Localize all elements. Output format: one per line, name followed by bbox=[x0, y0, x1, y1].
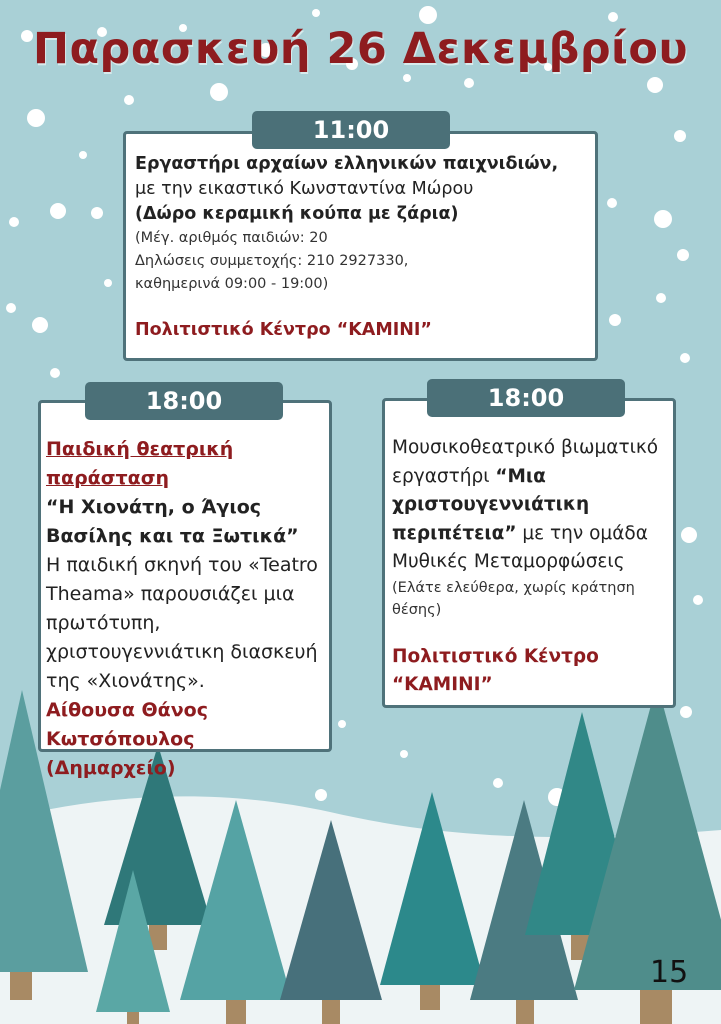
snowflake-dot bbox=[79, 151, 87, 159]
snowflake-dot bbox=[654, 210, 672, 228]
snowflake-dot bbox=[124, 95, 134, 105]
time-badge-1800-right: 18:00 bbox=[427, 379, 625, 417]
snowflake-dot bbox=[607, 198, 617, 208]
workshop-note: (Ελάτε ελεύθερα, χωρίς κράτηση θέσης) bbox=[392, 579, 635, 618]
event-description: Η παιδική σκηνή του «Teatro Theama» παρουσιάζει μια πρωτότυπη, χριστουγεννιάτικη διασκευή της «Χιονάτης». bbox=[46, 554, 318, 692]
event-host: με την εικαστικό Κωνσταντίνα Μώρου bbox=[135, 179, 474, 199]
snowflake-dot bbox=[681, 527, 697, 543]
snowflake-dot bbox=[608, 12, 618, 22]
snowflake-dot bbox=[104, 279, 112, 287]
snowflake-dot bbox=[647, 77, 663, 93]
workshop-title: εργαστήρι “Μια χριστουγεννιάτικη περιπέτεια” με την ομάδα bbox=[392, 465, 648, 544]
event-capacity: (Μέγ. αριθμός παιδιών: 20 bbox=[135, 230, 328, 246]
snowflake-dot bbox=[680, 353, 690, 363]
snowflake-dot bbox=[677, 249, 689, 261]
snowflake-dot bbox=[6, 303, 16, 313]
snowflake-dot bbox=[403, 74, 411, 82]
snowflake-dot bbox=[419, 6, 437, 24]
snowflake-dot bbox=[27, 109, 45, 127]
time-badge-1100: 11:00 bbox=[252, 111, 450, 149]
snowflake-dot bbox=[50, 368, 60, 378]
page-title: Παρασκευή 26 Δεκεμβρίου bbox=[33, 24, 688, 74]
event-title: Εργαστήρι αρχαίων ελληνικών παιχνιδιών, bbox=[135, 154, 559, 174]
workshop-type: Μουσικοθεατρικό βιωματικό bbox=[392, 437, 659, 458]
snowflake-dot bbox=[210, 83, 228, 101]
snowflake-dot bbox=[609, 314, 621, 326]
snowflake-dot bbox=[32, 317, 48, 333]
snowflake-dot bbox=[9, 217, 19, 227]
event-card-workshop bbox=[382, 398, 676, 708]
snowflake-dot bbox=[312, 9, 320, 17]
snowflake-dot bbox=[656, 293, 666, 303]
event-venue: Πολιτιστικό Κέντρο “ΚΑΜΙΝΙ” bbox=[392, 645, 599, 695]
time-badge-1800-left: 18:00 bbox=[85, 382, 283, 420]
snowflake-dot bbox=[693, 595, 703, 605]
snowflake-dot bbox=[464, 78, 474, 88]
snowflake-dot bbox=[91, 207, 103, 219]
snowflake-dot bbox=[338, 720, 346, 728]
event-gift: (Δώρο κεραμική κούπα με ζάρια) bbox=[135, 204, 459, 224]
event-card-theatre bbox=[38, 400, 332, 779]
event-category: Παιδική θεατρική παράσταση bbox=[46, 438, 234, 489]
event-phone: Δηλώσεις συμμετοχής: 210 2927330, bbox=[135, 253, 409, 269]
snowflake-dot bbox=[50, 203, 66, 219]
event-card-morning bbox=[123, 131, 598, 361]
page-number: 15 bbox=[650, 955, 689, 990]
event-venue: Πολιτιστικό Κέντρο “ΚΑΜΙΝΙ” bbox=[135, 320, 432, 340]
event-hours: καθημερινά 09:00 - 19:00) bbox=[135, 276, 329, 292]
event-venue: Αίθουσα Θάνος Κωτσόπουλος (Δημαρχείο) bbox=[46, 699, 208, 779]
snowflake-dot bbox=[400, 750, 408, 758]
snowflake-dot bbox=[493, 778, 503, 788]
snowflake-dot bbox=[680, 706, 692, 718]
snowflake-dot bbox=[674, 130, 686, 142]
workshop-group: Μυθικές Μεταμορφώσεις bbox=[392, 551, 625, 572]
play-title: “Η Χιονάτη, ο Άγιος Βασίλης και τα Ξωτικά” bbox=[46, 496, 299, 547]
snowflake-dot bbox=[315, 789, 327, 801]
